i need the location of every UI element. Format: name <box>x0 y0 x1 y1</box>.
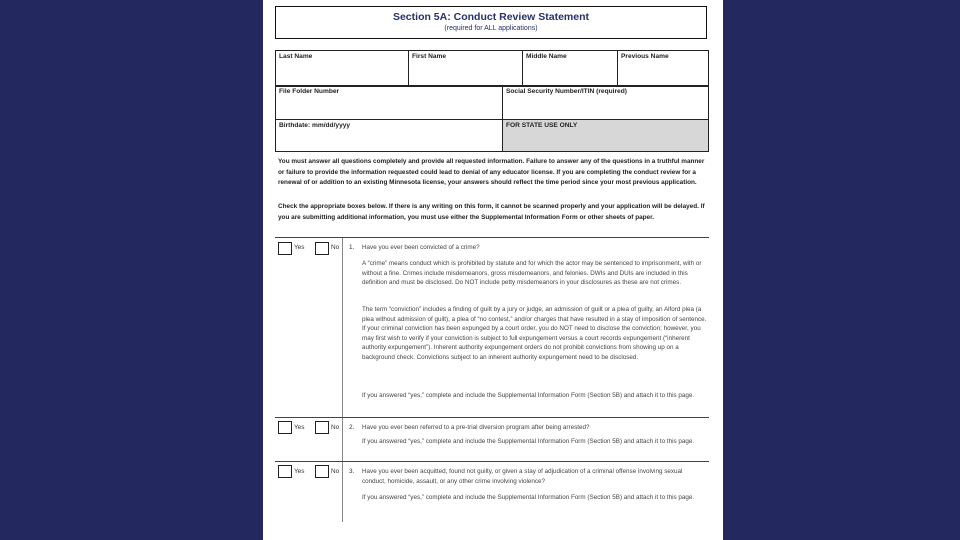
last-name-field[interactable] <box>276 51 409 87</box>
q1-text: Have you ever been convicted of a crime? <box>362 244 480 251</box>
middle-name-label: Middle Name <box>526 53 567 60</box>
q2-detail-supplemental: If you answered “yes,” complete and include the Supplemental Information Form (Section 5B) and attach it to this page. <box>362 438 695 445</box>
column-divider <box>342 462 343 522</box>
q2-yes-checkbox[interactable] <box>278 421 292 434</box>
birthdate-field[interactable] <box>276 120 503 152</box>
q3-text: Have you ever been acquitted, found not guilty, or given a stay of adjudication of a criminal offense involving sexual conduct, homicide, assault, or any other crime involving violence? <box>362 468 683 485</box>
q2-number: 2. <box>349 424 355 431</box>
q3-number: 3. <box>349 468 355 475</box>
section-title: Section 5A: Conduct Review Statement <box>392 11 590 23</box>
question-divider <box>275 237 709 238</box>
id-fields-table <box>275 85 709 152</box>
q1-yes-checkbox[interactable] <box>278 242 292 255</box>
q1-yes-label: Yes <box>294 244 305 251</box>
q3-no-label: No <box>331 468 340 475</box>
question-divider <box>275 461 709 462</box>
section-subtitle: (required for ALL applications) <box>444 25 538 32</box>
q3-detail-supplemental: If you answered “yes,” complete and include the Supplemental Information Form (Section 5B) and attach it to this page. <box>362 494 695 501</box>
q2-no-checkbox[interactable] <box>315 421 329 434</box>
instructions-paragraph-2: Check the appropriate boxes below. If there is any writing on this form, it cannot be scanned properly and your application will be delayed. If you are submitting additional information, you must use either the Supplemental Information Form or other sheets of paper. <box>278 203 705 221</box>
ssn-field[interactable] <box>503 86 709 120</box>
middle-name-field[interactable] <box>523 51 618 87</box>
q1-detail-crime: A “crime” means conduct which is prohibited by statute and for which the actor may be sentenced to imprisonment, with or without a fine. Crimes include misdemeanors, gross misdemeanors, and felonies. DWIs and DUIs are included in this definition and must be disclosed. Do NOT include petty misdemeanors in your disclosures as these are not crimes. <box>362 260 702 287</box>
previous-name-field[interactable] <box>618 51 709 87</box>
q2-no-label: No <box>331 424 340 431</box>
q3-yes-label: Yes <box>294 468 305 475</box>
last-name-label: Last Name <box>279 53 313 60</box>
file-folder-field[interactable] <box>276 86 503 120</box>
q1-no-checkbox[interactable] <box>315 242 329 255</box>
birthdate-label: Birthdate: mm/dd/yyyy <box>279 122 351 129</box>
q3-no-checkbox[interactable] <box>315 465 329 478</box>
q2-text: Have you ever been referred to a pre-trial diversion program after being arrested? <box>362 424 590 431</box>
instructions-paragraph-1: You must answer all questions completely and provide all requested information. Failure to answer any of the questions in a truthful manner or failure to provide the information requested could lead to denial of any educator license. If you are completing the conduct review for a renewal of or addition to an existing Minnesota license, your answers should reflect the time period since your most previous application. <box>278 158 705 186</box>
document-page <box>263 0 723 540</box>
name-fields-table <box>275 50 709 87</box>
q3-yes-checkbox[interactable] <box>278 465 292 478</box>
file-folder-label: File Folder Number <box>279 88 340 95</box>
q2-yes-label: Yes <box>294 424 305 431</box>
first-name-field[interactable] <box>409 51 523 87</box>
q1-number: 1. <box>349 244 355 251</box>
question-divider <box>275 417 709 418</box>
previous-name-label: Previous Name <box>621 53 669 60</box>
section-title-box <box>275 6 707 39</box>
first-name-label: First Name <box>412 53 447 60</box>
column-divider <box>342 238 343 417</box>
state-use-field <box>503 120 709 152</box>
column-divider <box>342 418 343 461</box>
q1-detail-supplemental: If you answered “yes,” complete and include the Supplemental Information Form (Section 5B) and attach it to this page. <box>362 392 695 399</box>
q1-detail-conviction: The term “conviction” includes a finding of guilt by a jury or judge, an admission of guilt or a plea of guilty, an Alford plea (a plea without admission of guilt), a plea of “no contest,” and/or charges that have resulted in a stay of imposition of sentence. If your criminal conviction has been expunged by a court order, you do NOT need to disclose the conviction; however, you may first wish to verify if your conviction is subject to full expungement versus a court records expungement (“inherent authority expungement”). Inherent authority expungement orders do not prohibit convictions from showing up on a background check. Convictions subject to an inherent authority expungement need to be disclosed. <box>362 306 707 361</box>
state-use-label: FOR STATE USE ONLY <box>506 122 578 129</box>
ssn-label: Social Security Number/ITIN (required) <box>506 88 627 95</box>
q1-no-label: No <box>331 244 340 251</box>
